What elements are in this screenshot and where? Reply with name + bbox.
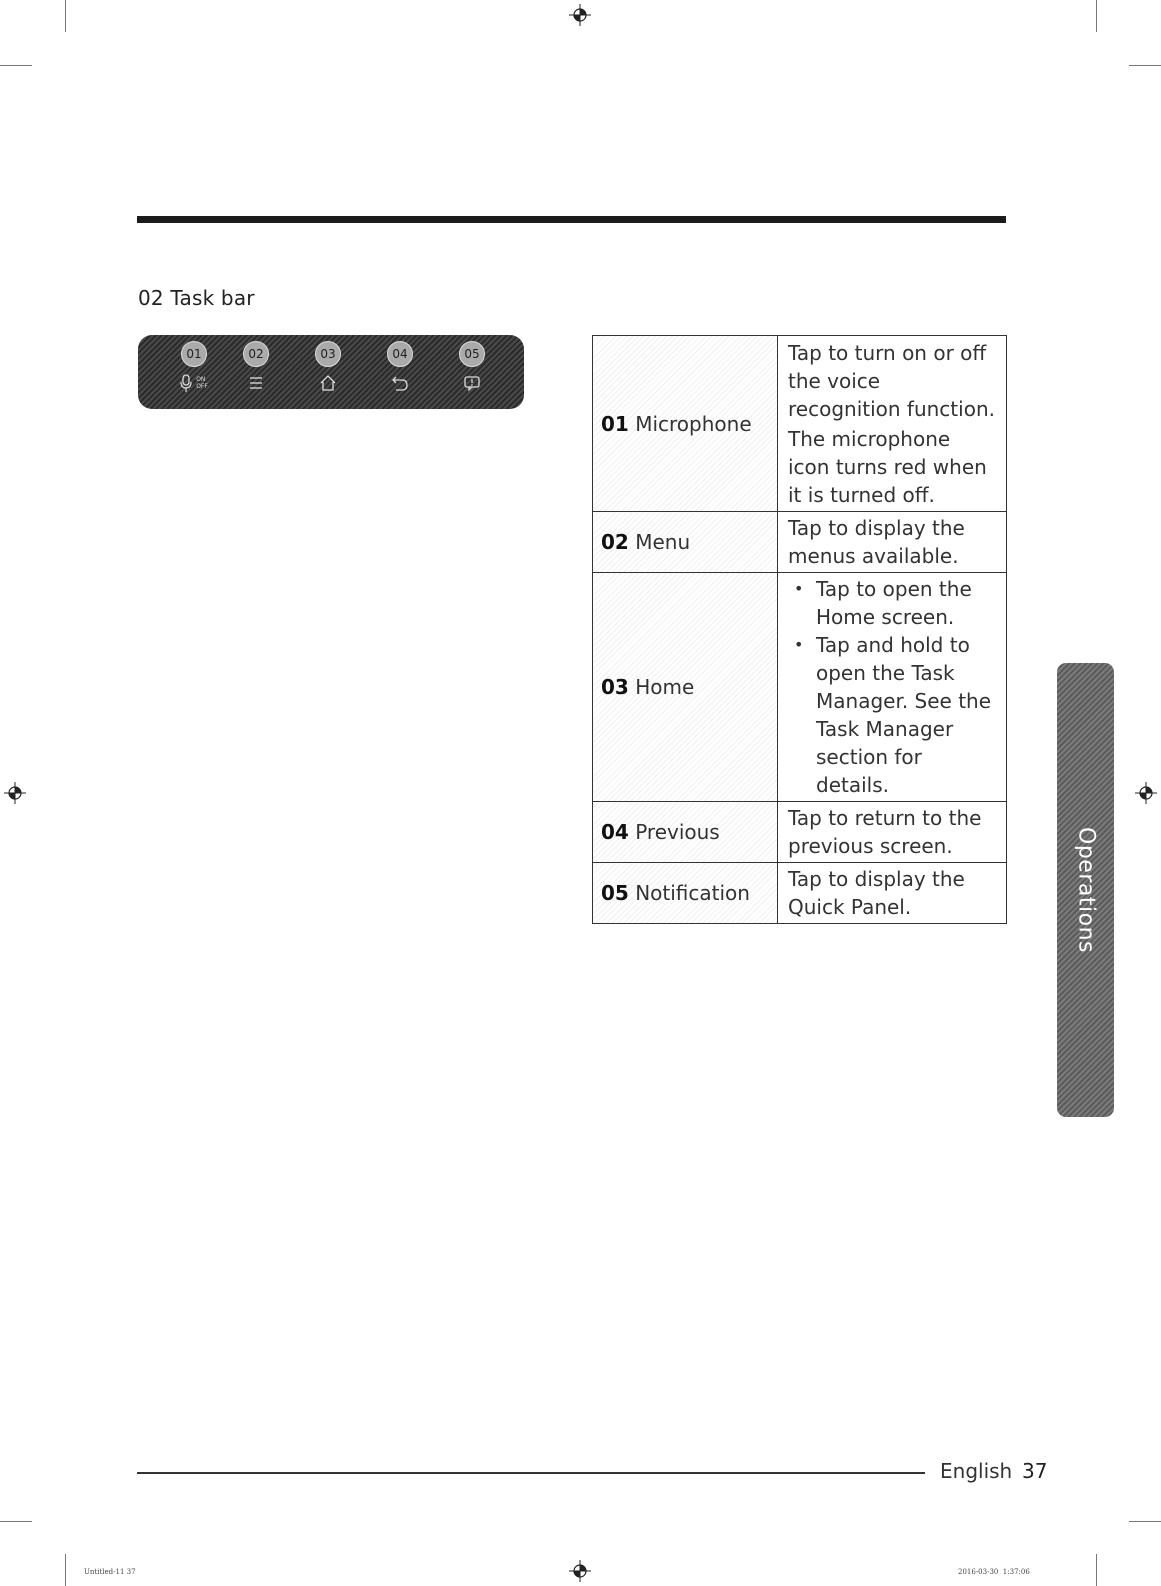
number-badge: 03	[315, 341, 341, 367]
row-description	[778, 512, 1007, 573]
footer-language: English	[940, 1459, 1013, 1483]
side-tab-label: Operations	[1073, 827, 1098, 953]
description-line: The microphone icon turns red when it is turned off.	[788, 426, 987, 507]
table-row	[593, 512, 1007, 573]
list-item: • Tap and hold to open the Task Manager. See the Task Manager section for details.	[788, 631, 998, 799]
table-row	[593, 336, 1007, 512]
row-name: Previous	[635, 820, 720, 844]
print-slug-right: 2016-03-30 ￼ 1:37:06	[958, 1568, 1030, 1576]
number-badge: 05	[459, 341, 485, 367]
row-name: Microphone	[635, 411, 752, 436]
back-icon	[391, 374, 409, 392]
row-description	[778, 802, 1007, 863]
row-description	[778, 863, 1007, 924]
number-badge: 02	[243, 341, 269, 367]
row-label	[593, 512, 778, 573]
description-line: Tap to turn on or off the voice recognition function.	[788, 340, 995, 421]
row-number: 03	[601, 675, 629, 699]
description-line: Tap to display the menus available.	[788, 516, 965, 568]
registration-mark-icon	[4, 782, 26, 804]
row-name: Notification	[635, 881, 750, 905]
row-number: 01	[601, 411, 629, 436]
crop-mark	[1096, 1554, 1097, 1586]
taskbar-item-microphone	[174, 341, 214, 393]
description-line: Tap to display the Quick Panel.	[788, 867, 965, 919]
page-number: 37	[1022, 1459, 1048, 1483]
number-badge: 04	[387, 341, 413, 367]
registration-mark-icon	[569, 1560, 591, 1582]
row-description	[778, 573, 1007, 802]
header-rule	[137, 216, 1006, 223]
taskbar-item-notification	[452, 341, 492, 393]
crop-mark	[1096, 0, 1097, 32]
row-label	[593, 336, 778, 512]
row-name: Home	[635, 675, 695, 699]
section-side-tab	[1057, 663, 1114, 1117]
footer-rule	[137, 1472, 925, 1474]
crop-mark	[0, 65, 32, 66]
notification-icon	[463, 374, 481, 392]
on-label: ON	[196, 376, 206, 383]
row-number: 04	[601, 820, 629, 844]
taskbar-description-table	[592, 335, 1007, 924]
print-slug-left: Untitled-11 37	[84, 1568, 136, 1576]
taskbar-item-previous	[380, 341, 420, 393]
table-row	[593, 863, 1007, 924]
taskbar-item-menu	[236, 341, 276, 393]
taskbar-item-home	[308, 341, 348, 393]
taskbar-illustration	[138, 335, 524, 409]
registration-mark-icon	[1135, 782, 1157, 804]
crop-mark	[1129, 65, 1161, 66]
section-title: 02 Task bar	[138, 286, 255, 310]
registration-mark-icon	[569, 4, 591, 26]
row-label	[593, 802, 778, 863]
row-description	[778, 336, 1007, 512]
row-number: 05	[601, 881, 629, 905]
menu-icon	[248, 375, 264, 391]
list-item: • Tap to open the Home screen.	[788, 575, 998, 631]
off-label: OFF	[196, 383, 208, 390]
crop-mark	[65, 1554, 66, 1586]
microphone-icon	[180, 373, 194, 393]
description-line: Tap to return to the previous screen.	[788, 806, 982, 858]
table-row	[593, 802, 1007, 863]
home-icon	[319, 374, 337, 392]
row-label	[593, 863, 778, 924]
crop-mark	[0, 1521, 32, 1522]
number-badge: 01	[181, 341, 207, 367]
table-row	[593, 573, 1007, 802]
crop-mark	[1129, 1521, 1161, 1522]
row-number: 02	[601, 530, 629, 554]
row-label	[593, 573, 778, 802]
bullet-list	[788, 575, 998, 799]
row-name: Menu	[635, 530, 691, 554]
crop-mark	[65, 0, 66, 32]
